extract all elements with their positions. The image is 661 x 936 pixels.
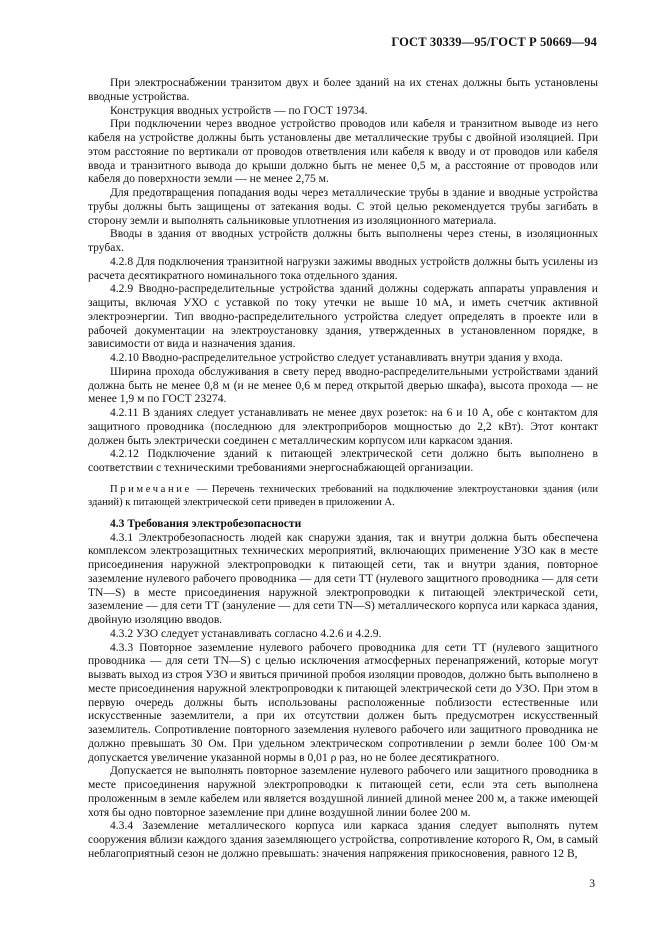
paragraph: 4.2.12 Подключение зданий к питающей электрической сети должно быть выполнено в соответствии с техническими требованиями энергоснабжающей организации. [88,448,598,474]
paragraph: 4.2.8 Для подключения транзитной нагрузки зажимы вводных устройств должны быть усилены из расчета десятикратного номинального тока отдельного здания. [88,255,598,282]
page-body [88,77,598,862]
paragraph: При подключении через вводное устройство проводов или кабеля и транзитном выводе из него кабеля на устройстве должны быть установлены две металлические трубы с двойной изоляцией. При этом расстояние по вертикали от проводов ответвления или кабеля к вводу и от проводов или кабеля ввода и транзитного вывода до крыши должно быть не менее 0,5 м, а расстояние от проводов или кабеля до поверхности земли — не менее 2,75 м. [88,118,598,186]
note-text: — Перечень технических требований на подключение электроустановки здания (или зданий) к питающей электрической сети приведен в приложении А. [88,483,598,508]
paragraph: 4.3.4 Заземление металлического корпуса или каркаса здания следует выполнять путем сооружения вблизи каждого здания заземляющего устройства, сопротивление которого R, Ом, в самый неблагоприятный сезон не должно превышать: значения напряжения прикосновения, равного 12 В, [88,820,598,860]
paragraph: Конструкция вводных устройств — по ГОСТ 19734. [110,104,368,117]
paragraph: 4.3.1 Электробезопасность людей как снаружи здания, так и внутри должна быть обеспечена комплексом электрозащитных технических мероприятий, включающих применение УЗО как в месте присоединения наружной электропроводки к питающей сети, так и внутри здания, повторное заземление нулевого рабочего проводника — для сети ТТ (нулевого защитного проводника — для сети TN—S) в месте присоединения наружной электропроводки к питающей электрической сети, заземление — для сети ТТ (зануление — для сети TN—S) металлического корпуса или каркаса здания, двойную изоляцию вводов. [88,531,598,626]
paragraph: 4.2.9 Вводно-распределительные устройства зданий должны содержать аппараты управления и защиты, включая УХО с уставкой по току утечки не выше 10 мА, и иметь счетчик активной электроэнергии. Тип вводно-распределительного устройства следует определять в проекте или в рабочей документации на электроустановку здания, утвержденных в установленном порядке, в зависимости от вида и назначения здания. [88,283,598,351]
paragraph: 4.3.3 Повторное заземление нулевого рабочего проводника для сети ТТ (нулевого защитного проводника — для сети TN—S) с целью исключения атмосферных перенапряжений, которые могут вызвать выход из строя УЗО и явиться причиной пробоя изоляции проводов, должно быть выполнено в месте присоединения наружной электропроводки к питающей электрической сети до УЗО. При этом в первую очередь должны быть использованы расположенные поблизости естественные или искусственные заземлители, а при их отсутствии должен быть предусмотрен искусственный заземлитель. Сопротивление повторного заземления нулевого рабочего или защитного проводника не должно превышать 30 Ом. При удельном электрическом сопротивлении ρ земли более 100 Ом·м допускается увеличение указанной нормы в 0,01 ρ раз, но не более десятикратного. [88,641,598,764]
paragraph: Вводы в здания от вводных устройств должны быть выполнены через стены, в изоляционных трубах. [88,228,598,254]
document-header: ГОСТ 30339—95/ГОСТ Р 50669—94 [391,35,597,49]
section-heading: 4.3 Требования электробезопасности [110,517,302,530]
paragraph: Допускается не выполнять повторное заземление нулевого рабочего или защитного проводника в месте присоединения наружной электропроводки к питающей сети, если эта сеть выполнена проложенным в земле кабелем или является воздушной линией длиной менее 200 м, а также имеющей хотя бы одно повторное заземление при длине воздушной линии более 200 м. [88,765,598,819]
paragraph: 4.2.10 Вводно-распределительное устройство следует устанавливать внутри здания у входа. [110,352,563,364]
paragraph: Для предотвращения попадания воды через металлические трубы в здание и вводные устройства трубы должны быть защищены от затекания воды. С этой целью рекомендуется трубы загибать в сторону земли и выполнять сальниковые уплотнения из изоляционного материала. [88,187,598,227]
paragraph: При электроснабжении транзитом двух и более зданий на их стенах должны быть установлены вводные устройства. [88,77,598,103]
paragraph: 4.3.2 УЗО следует устанавливать согласно 4.2.6 и 4.2.9. [110,627,382,640]
note-label: Примечание [110,483,192,495]
note [88,483,598,509]
section-4-2-text [88,77,598,476]
section-4-3-text [88,532,598,862]
paragraph: Ширина прохода обслуживания в свету перед вводно-распределительными устройствами зданий должна быть не менее 0,8 м (и не менее 0,6 м перед открытой дверью шкафа), высота прохода — не менее 1,9 м по ГОСТ 23274. [88,365,598,406]
paragraph: 4.2.11 В зданиях следует устанавливать не менее двух розеток: на 6 и 10 А, обе с контактом для защитного проводника (последнюю для электроприборов мощностью до 2,2 кВт). Этот контакт должен быть электрически соединен с металлическим корпусом или каркасом здания. [88,407,598,447]
page-number: 3 [589,878,595,890]
